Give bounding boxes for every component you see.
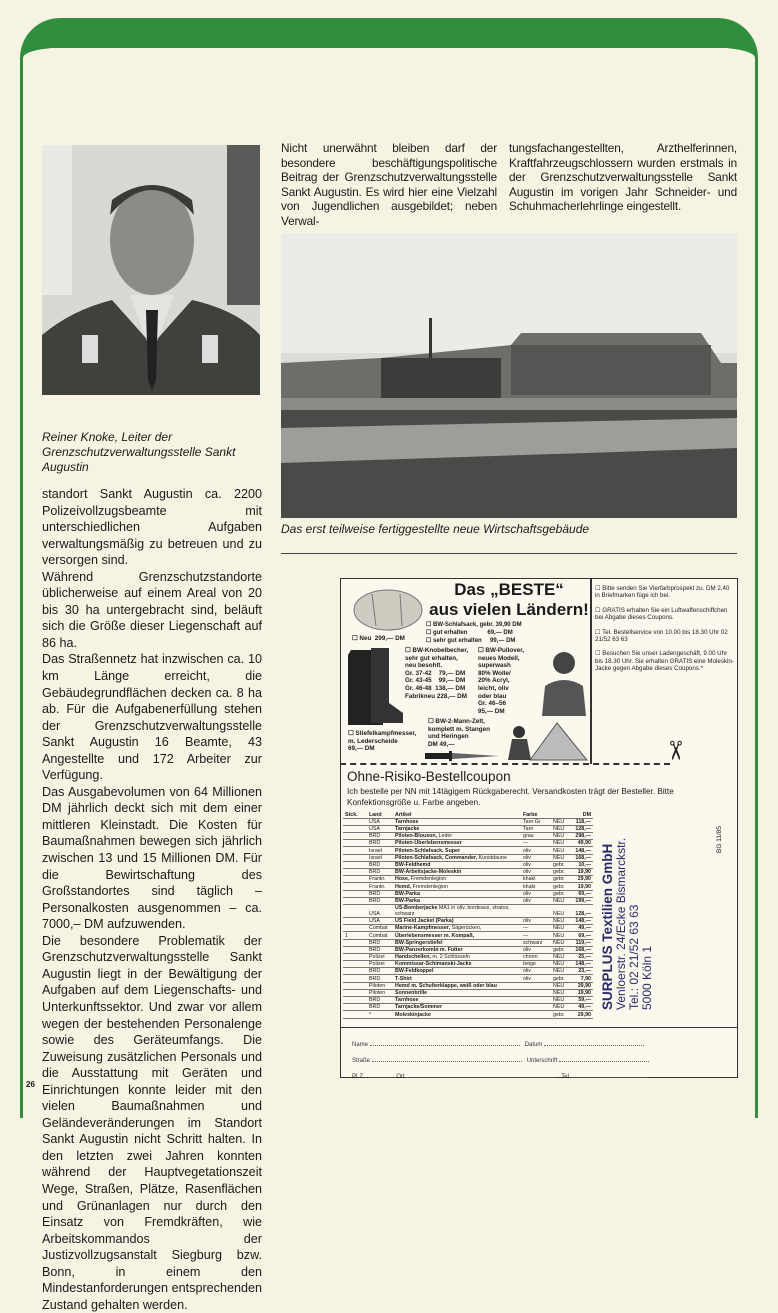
artikel-detail: Fremdenlegion [411,883,449,890]
artikel-detail: Kunstdaune [477,854,507,861]
stck-cell[interactable] [343,876,367,883]
zustand-cell: NEU [551,989,569,996]
company-name: SURPLUS Textilien GmbH [600,843,615,1010]
artikel-cell [393,982,521,989]
preis-cell: 168,— [569,854,593,861]
preis-cell: 148,— [569,961,593,968]
land-cell: USA [367,818,393,825]
land-cell: BRD [367,1004,393,1011]
preis-cell: 19,90 [569,989,593,996]
stck-cell[interactable] [343,982,367,989]
land-cell: Polizei [367,953,393,960]
scissors-icon: ✂ [660,739,691,762]
plz-field[interactable] [365,1072,395,1078]
boots-image [345,645,405,727]
pullover-model-image [540,650,588,716]
order-table-wrap [343,811,593,1019]
stck-cell[interactable] [343,890,367,897]
zustand-cell: NEU [551,953,569,960]
land-cell: BRD [367,975,393,982]
farbe-cell: khaki [521,883,551,890]
farbe-cell: beige [521,961,551,968]
col-dm: DM [569,811,593,818]
artikel-cell [393,917,521,924]
preis-cell: 25,— [569,953,593,960]
land-cell: Piloten [367,982,393,989]
zustand-cell: NEU [551,854,569,861]
table-row [343,917,593,924]
strasse-label: Straße [352,1058,371,1064]
stck-cell[interactable] [343,869,367,876]
artikel-name: Tarnjacke [395,826,420,833]
page-number: 26 [26,1080,35,1089]
artikel-name: Hemd m. Schulterklappe, weiß oder blau [395,982,497,989]
artikel-cell [393,961,521,968]
artikel-name: BW-Arbeitsjacke-Moleskin [395,869,462,876]
zustand-cell: NEU [551,897,569,904]
land-cell: Frankr. [367,883,393,890]
preis-cell: 128,— [569,825,593,832]
land-cell: BRD [367,840,393,847]
stck-cell[interactable] [343,847,367,854]
zustand-cell: gebr. [551,890,569,897]
artikel-name: Marine-Kampfmesser, [395,925,451,932]
artikel-name: BW-Feldhemd [395,862,431,868]
table-row [343,890,593,897]
preis-cell: 298,— [569,833,593,840]
ad-code: BG 11/85 [716,826,723,853]
address-form [352,1040,732,1080]
stck-cell[interactable] [343,939,367,946]
zustand-cell: gebr. [551,861,569,868]
artikel-name: Moleskinjacke [395,1011,431,1018]
artikel-cell [393,854,521,861]
farbe-cell: oliv [521,946,551,953]
stck-cell[interactable] [343,833,367,840]
zustand-cell: NEU [551,904,569,917]
paragraph: Das Straßennetz hat inzwischen ca. 10 km Länge erreicht, die Gebäudegrundflächen decken ca. 8 ha ab. Für die Aufgabenerfüllung stehen der Grenzschutzverwaltungsstelle Sankt Augustin 16 Beamte, 43 Angestellte und 172 Arbeiter zur Verfügung. [42,652,262,783]
preis-cell: 10,— [569,861,593,868]
stck-cell[interactable] [343,917,367,924]
schlafsack-offer[interactable]: ☐ BW-Schlafsack, gebr. 39,90 DM ☐ gut erhalten 69,— DM ☐ sehr gut erhalten 99,— DM [426,622,522,644]
tel-service-option[interactable]: ☐ Tel. Bestellservice von 10.00 bis 18.30 Uhr 02 21/52 63 63 [595,628,728,644]
stck-cell[interactable] [343,953,367,960]
table-row [343,953,593,960]
building-photo [281,233,737,518]
stck-cell[interactable]: 1 [343,932,367,939]
artikel-cell [393,925,521,932]
tent-image [505,718,588,762]
plz-label: PLZ [352,1074,364,1080]
artikel-name: Kommissar-Schimanski-Jacke [395,961,472,968]
land-cell: Combat [367,925,393,932]
land-cell: Israel [367,854,393,861]
artikel-cell [393,989,521,996]
artikel-cell [393,833,521,840]
coupon-text: Ich bestelle per NN mit 14tägigem Rückgaberecht. Versandkosten trägt der Besteller. Bitte Konfektionsgröße u. Farbe angeben. [347,787,674,807]
preis-cell: 119,— [569,939,593,946]
strasse-field[interactable] [372,1056,522,1062]
table-row [343,854,593,861]
zustand-cell: gebr. [551,975,569,982]
artikel-name: Piloten-Blouson, [395,833,438,840]
stck-cell[interactable] [343,961,367,968]
zustand-cell: NEU [551,840,569,847]
company-address [600,810,654,1010]
zustand-cell: NEU [551,982,569,989]
land-cell: BRD [367,861,393,868]
knife-image [425,750,500,762]
artikel-detail: Sägerücken, [450,925,482,932]
paragraph: Während Grenzschutzstandorte üblicherweise auf einem Areal von 20 bis 30 ha untergebracht sind, beläuft sich die Größe dieser Liegenschaft auf 86 ha. [42,569,262,650]
farbe-cell: oliv [521,968,551,975]
table-row [343,897,593,904]
table-row [343,939,593,946]
preis-cell: 199,— [569,897,593,904]
table-header [343,811,593,818]
zustand-cell: NEU [551,932,569,939]
land-cell: USA [367,917,393,924]
land-cell: BRD [367,833,393,840]
stck-cell[interactable] [343,1011,367,1018]
artikel-name: T-Shirt [395,975,412,982]
artikel-name: US Field Jacket (Parka) [395,918,454,925]
stck-cell[interactable] [343,883,367,890]
artikel-cell [393,946,521,953]
artikel-name: Hose, [395,876,410,883]
artikel-name: BW-Panzerkombi m. Futter [395,946,463,953]
preis-cell: 69,— [569,890,593,897]
table-row [343,932,593,939]
preis-cell: 29,90 [569,1011,593,1018]
city: 5000 Köln 1 [640,945,654,1010]
stck-cell[interactable] [343,975,367,982]
paragraph: Das Ausgabevolumen von 64 Millionen DM jährlich deckt sich mit dem einer mittleren Kleinstadt. Die Kosten für Baumaßnahmen bewegen sich jährlich zwischen 13 und 15 Millionen DM. Für die Bewirtschaftung des Großstandortes sind täglich – Personalkosten ausgenommen – ca. 7000,– DM aufzuwenden. [42,784,262,932]
artikel-name: Piloten-Überlebensmesser [395,840,462,847]
col-artikel: Artikel [393,811,521,818]
artikel-name: BW-Feldkoppel [395,968,434,975]
table-row [343,1004,593,1011]
unterschrift-field[interactable] [559,1056,649,1062]
stck-cell[interactable] [343,861,367,868]
stck-cell[interactable] [343,904,367,917]
ad-headline [428,580,590,620]
land-cell: BRD [367,890,393,897]
artikel-name: Piloten-Schlafsack, Commander, [395,854,478,861]
article-body [42,486,262,1313]
preis-cell: 7,90 [569,975,593,982]
tel-label: Tel. [561,1074,571,1080]
artikel-cell [393,904,521,917]
preis-cell: 128,— [569,904,593,917]
artikel-name: Sonnenbrille [395,990,428,996]
zustand-cell: NEU [551,1004,569,1011]
land-cell: USA [367,904,393,917]
farbe-cell [521,904,551,917]
artikel-cell [393,939,521,946]
zustand-cell: gebr. [551,869,569,876]
datum-label: Datum [524,1042,543,1048]
artikel-cell [393,869,521,876]
farbe-cell [521,989,551,996]
zustand-cell: NEU [551,818,569,825]
preis-cell: 168,— [569,946,593,953]
artikel-cell [393,818,521,825]
zelt-offer[interactable]: ☐ BW-2-Mann-Zelt, komplett m. Stangen und Heringen DM 49,— [428,718,490,748]
paragraph: standort Sankt Augustin ca. 2200 Polizeivollzugsbeamte mit unterschiedlichen Aufgaben verwaltungsmäßig zu betreuen und zu versorgen sind. [42,487,262,568]
land-cell: BRD [367,946,393,953]
name-label: Name [352,1042,369,1048]
artikel-detail: MA1 in oliv, bordeaux, stratos, schwarz [395,904,510,917]
land-cell: Israel [367,847,393,854]
table-row [343,847,593,854]
preis-cell: 39,90 [569,982,593,989]
street: Venloerstr. 24/Ecke Bismarckstr. [614,837,628,1010]
land-cell: Polizei [367,961,393,968]
artikel-cell [393,997,521,1004]
table-row [343,840,593,847]
stck-cell[interactable] [343,989,367,996]
gratis-option[interactable]: ☐ GRATIS erhalten Sie ein Luftwaffenschiffchen bei Abgabe dieses Coupons. [595,606,728,622]
table-row [343,946,593,953]
datum-field[interactable] [544,1040,644,1046]
table-row [343,825,593,832]
artikel-detail: Fremdenlegion [409,876,447,883]
table-row [343,961,593,968]
stck-cell[interactable] [343,825,367,832]
farbe-cell [521,1011,551,1018]
preis-cell: 29,90 [569,876,593,883]
table-row [343,883,593,890]
artikel-cell [393,840,521,847]
table-row [343,997,593,1004]
farbe-cell: oliv [521,854,551,861]
stck-cell[interactable] [343,897,367,904]
stck-cell[interactable] [343,997,367,1004]
land-cell: * [367,1011,393,1018]
ad-side-notes [595,585,735,673]
artikel-cell [393,825,521,832]
zustand-cell: NEU [551,833,569,840]
artikel-cell [393,953,521,960]
prospekt-option[interactable]: ☐ Bitte senden Sie Vierfarbprospekt zu. DM 2,40 in Briefmarken füge ich bei. [595,585,730,600]
farbe-cell: oliv [521,917,551,924]
table-row [343,861,593,868]
ad-divider [590,578,592,764]
artikel-name: Handschellen, [395,954,431,961]
artikel-cell [393,883,521,890]
artikel-name: US-Bomberjacke [395,904,438,911]
sleeping-bag-image [352,582,424,632]
tel-field[interactable] [572,1072,647,1078]
farbe-cell: — [521,925,551,932]
artikel-name: Tarnhose [395,997,419,1004]
preis-cell: 49,90 [569,840,593,847]
zustand-cell: NEU [551,997,569,1004]
artikel-cell [393,861,521,868]
headline-line-1: Das „BESTE“ [454,580,564,599]
land-cell: USA [367,825,393,832]
farbe-cell [521,997,551,1004]
article-column-top-right: tungsfachangestellten, Arzthelferinnen, Kraftfahrzeugschlossern wurden erstmals in der Grenzschutzverwaltungsstelle Sankt Augustin im vorigen Jahr Schneider- und Schuhmacherlehrlinge eingestellt. [509,141,737,214]
farbe-cell: khaki [521,876,551,883]
artikel-cell [393,968,521,975]
zustand-cell: gebr. [551,876,569,883]
col-land: Land [367,811,393,818]
zustand-cell: NEU [551,939,569,946]
ort-field[interactable] [406,1072,556,1078]
col-farbe: Farbe [521,811,551,818]
preis-cell: 118,— [569,818,593,825]
preis-cell: 148,— [569,847,593,854]
headline-line-2: aus vielen Ländern! [429,600,589,619]
zustand-cell: NEU [551,925,569,932]
table-row [343,833,593,840]
col-stck: Stck. [343,811,367,818]
preis-cell: 59,— [569,997,593,1004]
portrait-caption: Reiner Knoke, Leiter der Grenzschutzverwaltungsstelle Sankt Augustin [42,430,236,474]
table-row [343,869,593,876]
preis-cell: 19,90 [569,883,593,890]
table-row [343,968,593,975]
stck-cell[interactable] [343,968,367,975]
portrait-photo [42,145,260,395]
stck-cell[interactable] [343,854,367,861]
order-table [343,811,593,1019]
stck-cell[interactable] [343,925,367,932]
farbe-cell: Tarn Gr [521,818,551,825]
farbe-cell: oliv [521,847,551,854]
artikel-detail: Leder [437,833,453,840]
stck-cell[interactable] [343,818,367,825]
building-caption: Das erst teilweise fertiggestellte neue Wirtschaftsgebäude [281,522,590,536]
table-row [343,876,593,883]
artikel-name: BW-Parka [395,897,420,904]
article-column-top-left: Nicht unerwähnt bleiben darf der besondere beschäftigungspolitische Beitrag der Grenzschutzverwaltungsstelle Sankt Augustin. Es wird hier eine Vielzahl von Jugendlichen ausgebildet; neben Verwal- [281,141,497,228]
frame-inner [23,48,755,78]
artikel-name: Überlebensmesser m. Kompaß, [395,932,475,939]
cut-line [340,763,670,765]
zustand-cell: gebr. [551,1011,569,1018]
zustand-cell: NEU [551,961,569,968]
land-cell: BRD [367,939,393,946]
farbe-cell: schwarz [521,939,551,946]
land-cell: BRD [367,869,393,876]
farbe-cell [521,982,551,989]
unterschrift-label: Unterschrift [526,1058,558,1064]
farbe-cell: oliv [521,890,551,897]
laden-option[interactable]: ☐ Besuchen Sie unser Ladengeschäft, 9.00 Uhr bis 18.30 Uhr. Sie erhalten GRATIS eine Moleskin-Jacke gegen Abgabe dieses Coupons.* [595,650,734,673]
form-divider [340,1027,738,1028]
land-cell: BRD [367,968,393,975]
farbe-cell: oliv [521,897,551,904]
table-row [343,975,593,982]
artikel-name: Tarnjacke/Sommer [395,1004,443,1011]
land-cell: BRD [367,897,393,904]
zustand-cell: NEU [551,917,569,924]
farbe-cell: oliv [521,861,551,868]
table-row [343,925,593,932]
farbe-cell: oliv [521,869,551,876]
ort-label: Ort [396,1074,405,1080]
artikel-cell [393,975,521,982]
coupon-title: Ohne-Risiko-Bestellcoupon [347,769,511,784]
land-cell: Frankr. [367,876,393,883]
zustand-cell: gebr. [551,946,569,953]
messer-offer[interactable]: ☐ Stiefelkampfmesser, m. Lederscheide 69,— DM [348,730,417,753]
farbe-cell: grau [521,833,551,840]
pullover-offer[interactable]: ☐ BW-Pullover, neues Modell, superwash 80% Wolle/ 20% Acryl, leicht, oliv oder blau Gr. 46–56 95,— DM [478,647,525,715]
preis-cell: 148,— [569,917,593,924]
artikel-name: BW-Springerstiefel [395,939,443,946]
divider [281,553,737,554]
artikel-cell [393,932,521,939]
zustand-cell: gebr. [551,883,569,890]
artikel-name: Hemd, [395,883,412,890]
artikel-name: Tarnhose [395,818,419,825]
farbe-cell: Tarn [521,825,551,832]
col-zustand [551,811,569,818]
neu-offer[interactable]: ☐ Neu 299,— DM [352,635,405,642]
zustand-cell: NEU [551,968,569,975]
land-cell: Combat [367,932,393,939]
land-cell: BRD [367,997,393,1004]
artikel-cell [393,876,521,883]
artikel-cell [393,847,521,854]
farbe-cell [521,1004,551,1011]
preis-cell: 23,— [569,968,593,975]
zustand-cell: NEU [551,825,569,832]
preis-cell: 19,90 [569,869,593,876]
paragraph: Die besondere Problematik der Grenzschutzverwaltungsstelle Sankt Augustin liegt in der Bewältigung der Aufgaben auf dem Liegenschafts- und Unterkunftssektor. Und zwar vor allem wegen der bestehenden Personalenge sowie des Geräteumfangs. Die Zuweisung zusätzlichen Personals und die Ausstattung mit Geräten und Einrichtungen konnte leider mit den vielen Baumaßnahmen und Geländeveränderungen im Standort Sankt Augustin nicht Schritt halten. In den letzten zwei Jahren konnten während der Hauptvegetationszeit Wege, Straßen, Plätze, Rasenflächen und Grünanlagen nur durch den Einsatz von Fremdkräften, wie Arbeitskommandos der Justizvollzugsanstalt Siegburg bzw. Bonn, in einem den Mindestanforderungen entsprechenden Zustand gehalten werden. [42,933,262,1312]
artikel-cell [393,1004,521,1011]
farbe-cell: chrom [521,953,551,960]
table-row [343,982,593,989]
artikel-cell [393,890,521,897]
farbe-cell: oliv [521,975,551,982]
farbe-cell: — [521,932,551,939]
zustand-cell: NEU [551,847,569,854]
preis-cell: 69,— [569,932,593,939]
stck-cell[interactable] [343,946,367,953]
artikel-detail: m. 2 Schlüsseln [430,954,470,961]
table-row [343,818,593,825]
table-row [343,1011,593,1018]
artikel-cell [393,1011,521,1018]
artikel-cell [393,897,521,904]
land-cell: Piloten [367,989,393,996]
table-row [343,989,593,996]
preis-cell: 49,— [569,1004,593,1011]
stck-cell[interactable] [343,840,367,847]
stck-cell[interactable] [343,1004,367,1011]
preis-cell: 49,— [569,925,593,932]
phone: Tel.: 02 21/52 63 63 [627,904,641,1010]
farbe-cell: — [521,840,551,847]
table-row [343,904,593,917]
artikel-name: Piloten-Schlafsack, Super [395,847,461,854]
knobelbecher-offer[interactable]: ☐ BW-Knobelbecher, sehr gut erhalten, neu besohlt. Gr. 37-42 79,— DM Gr. 43-45 99,— DM Gr. 46-48 138,— DM Fabrikneu 228,— DM [405,647,469,700]
artikel-name: BW-Parka [395,890,420,897]
name-field[interactable] [370,1040,520,1046]
